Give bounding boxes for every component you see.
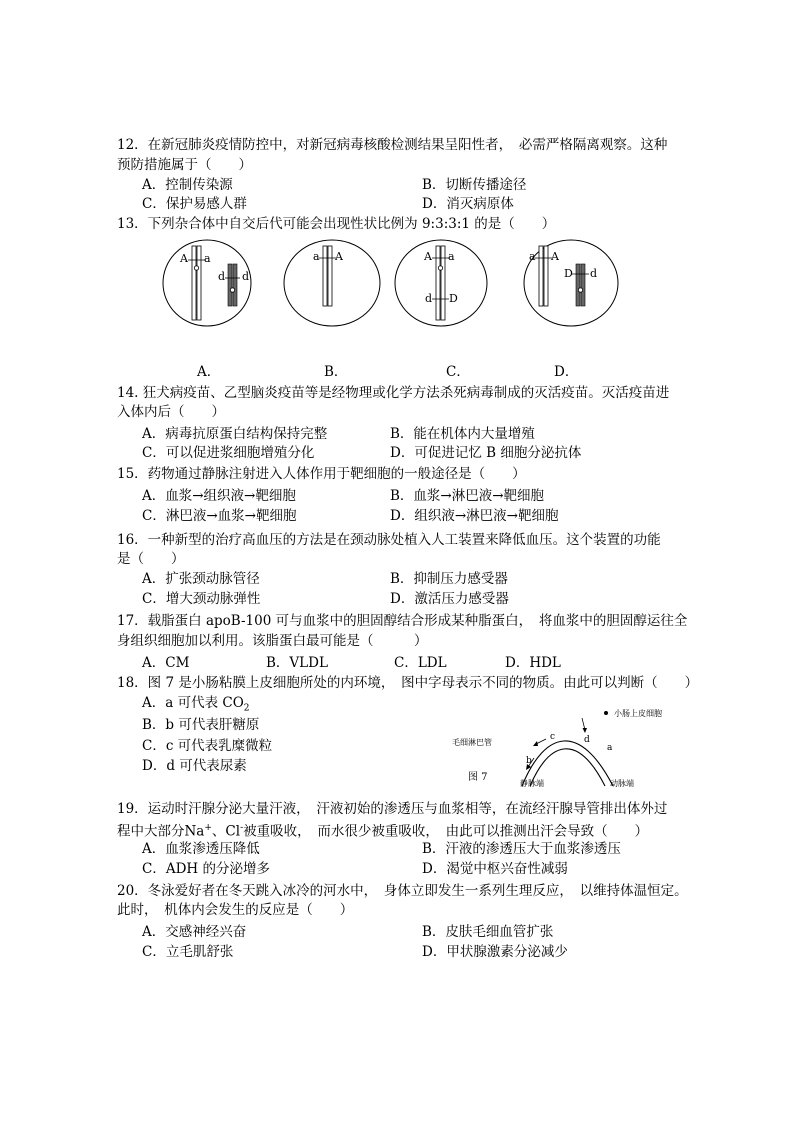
q15-option-b: B．血浆→淋巴液→靶细胞 — [390, 488, 545, 504]
q19-option-a: A．血浆渗透压降低 — [142, 841, 260, 857]
fig-label-artery: 动脉端 — [610, 779, 634, 788]
cell-d-label-a: a — [529, 250, 536, 263]
q14-option-a: A．病毒抗原蛋白结构保持完整 — [142, 426, 328, 442]
q15-option-c: C．淋巴液→血浆→靶细胞 — [142, 508, 297, 524]
q20-option-d: D．甲状腺激素分泌减少 — [422, 944, 568, 960]
q19-line2-part3: 被重吸收， 而水很少被重吸收， 由此可以推测出汗会导致（ ） — [243, 823, 649, 840]
fig-caption: 图 7 — [468, 772, 488, 783]
cell-a-label-A: A — [180, 252, 188, 265]
q15-option-d: D．组织液→淋巴液→靶细胞 — [390, 508, 559, 524]
q19-stem-line1: 19．运动时汗腺分泌大量汗液， 汗液初始的渗透压与血浆相等，在流经汗腺导管排出体外过 — [117, 801, 668, 817]
q14-stem-line1: 14. 狂犬病疫苗、乙型脑炎疫苗等是经物理或化学方法杀死病毒制成的灭活疫苗。灭活疫苗进 — [117, 385, 670, 401]
q13-option-c: C． — [446, 364, 470, 380]
cell-d-label-A: A — [551, 250, 559, 263]
q20-option-b: B．皮肤毛细血管扩张 — [422, 924, 554, 940]
q12-option-d: D．消灭病原体 — [422, 196, 514, 212]
q17-option-a: A．CM — [142, 655, 190, 671]
q19-option-c: C．ADH 的分泌增多 — [142, 861, 270, 877]
cell-a-label-d2: d — [242, 270, 250, 283]
cell-a-diagram — [163, 240, 251, 326]
q19-option-d: D．渴觉中枢兴奋性减弱 — [422, 861, 568, 877]
q18-option-d: D．d 可代表尿素 — [142, 758, 247, 774]
q18-option-a-text: A．a 可代表 CO — [142, 695, 244, 711]
cell-a-label-a: a — [204, 252, 211, 265]
q14-option-d: D．可促进记忆 B 细胞分泌抗体 — [390, 445, 582, 461]
q12-option-c: C．保护易感人群 — [142, 196, 247, 212]
q19-line2-part1: 程中大部分Na — [117, 823, 205, 840]
fig-label-vein: 静脉端 — [520, 779, 544, 788]
fig-label-c: c — [550, 732, 556, 742]
epithelial-cell-dot — [604, 711, 608, 715]
cell-c-label-A: A — [424, 250, 432, 263]
q13-stem: 13．下列杂合体中自交后代可能会出现性状比例为 9:3:3:1 的是（ ） — [117, 216, 556, 232]
q19-sup-plus: + — [204, 823, 212, 833]
fig-label-b: b — [526, 756, 532, 766]
q17-option-c: C．LDL — [394, 655, 447, 671]
q13-cell-diagrams — [160, 238, 640, 328]
cell-c-label-a: a — [448, 250, 455, 263]
q17-option-d: D．HDL — [505, 655, 561, 671]
q18-stem: 18．图 7 是小肠粘膜上皮细胞所处的内环境， 图中字母表示不同的物质。由此可以判断（ ） — [117, 675, 699, 691]
cell-d-diagram — [524, 240, 618, 326]
q14-option-c: C．可以促进浆细胞增殖分化 — [142, 445, 315, 461]
cell-b-label-A: A — [335, 250, 343, 263]
fig-label-a: a — [607, 743, 613, 753]
q18-option-c: C．c 可代表乳糜微粒 — [142, 738, 273, 754]
q18-option-b: B．b 可代表肝糖原 — [142, 717, 260, 733]
fig-label-epithelial: 小肠上皮细胞 — [614, 709, 662, 718]
q17-stem-line1: 17．载脂蛋白 apoB-100 可与血浆中的胆固醇结合形成某种脂蛋白， 将血浆中的胆固醇运往全 — [117, 613, 688, 629]
q12-option-a: A．控制传染源 — [142, 177, 233, 193]
q18-option-a — [142, 694, 250, 718]
cell-b-diagram — [284, 240, 380, 326]
q19-line2-part2: 、Cl — [211, 823, 241, 840]
q16-stem-line1: 16．一种新型的治疗高血压的方法是在颈动脉处植入人工装置来降低血压。这个装置的功能 — [117, 532, 661, 548]
q20-option-c: C．立毛肌舒张 — [142, 944, 234, 960]
q18-option-a-subscript: 2 — [243, 703, 250, 714]
q13-option-a: A． — [197, 364, 221, 380]
cell-a-label-d1: d — [218, 270, 226, 283]
q13-option-b: B． — [324, 364, 348, 380]
q12-stem-line1: 12．在新冠肺炎疫情防控中，对新冠病毒核酸检测结果呈阳性者， 必需严格隔离观察。这种 — [117, 137, 668, 153]
cell-d-label-d: d — [590, 267, 598, 280]
q19-sup-minus: - — [240, 823, 244, 833]
cell-c-label-d: d — [425, 292, 433, 305]
q15-stem: 15．药物通过静脉注射进入人体作用于靶细胞的一般途径是（ ） — [117, 466, 526, 482]
q18-figure-7 — [450, 700, 690, 792]
q14-option-b: B．能在机体内大量增殖 — [390, 426, 535, 442]
q12-option-b: B．切断传播途径 — [422, 177, 527, 193]
q20-stem-line1: 20．冬泳爱好者在冬天跳入冰冷的河水中， 身体立即发生一系列生理反应， 以维持体温恒定。 — [117, 883, 688, 899]
q14-stem-line2: 入体内后（ ） — [117, 404, 225, 420]
fig-label-lymph: 毛细淋巴管 — [452, 738, 492, 747]
q19-option-b: B．汗液的渗透压大于血浆渗透压 — [422, 841, 621, 857]
q20-option-a: A．交感神经兴奋 — [142, 924, 247, 940]
q17-option-b: B．VLDL — [266, 655, 328, 671]
q19-stem-line2 — [117, 819, 648, 841]
q16-option-d: D．激活压力感受器 — [390, 591, 509, 607]
q16-stem-line2: 是（ ） — [117, 551, 185, 567]
q16-option-a: A．扩张颈动脉管径 — [142, 571, 260, 587]
q16-option-c: C．增大颈动脉弹性 — [142, 591, 261, 607]
cell-c-label-D: D — [449, 292, 458, 305]
q15-option-a: A．血浆→组织液→靶细胞 — [142, 488, 296, 504]
q17-stem-line2: 身组织细胞加以利用。该脂蛋白最可能是（ ） — [117, 633, 428, 649]
q16-option-b: B．抑制压力感受器 — [390, 571, 508, 587]
fig-label-d: d — [584, 735, 590, 745]
cell-c-diagram — [395, 240, 487, 326]
cell-d-label-D: D — [564, 267, 573, 280]
q20-stem-line2: 此时， 机体内会发生的反应是（ ） — [117, 902, 354, 918]
q12-stem-line2: 预防措施属于（ ） — [117, 157, 252, 173]
cell-b-label-a: a — [313, 250, 320, 263]
q13-option-d: D． — [554, 364, 579, 380]
